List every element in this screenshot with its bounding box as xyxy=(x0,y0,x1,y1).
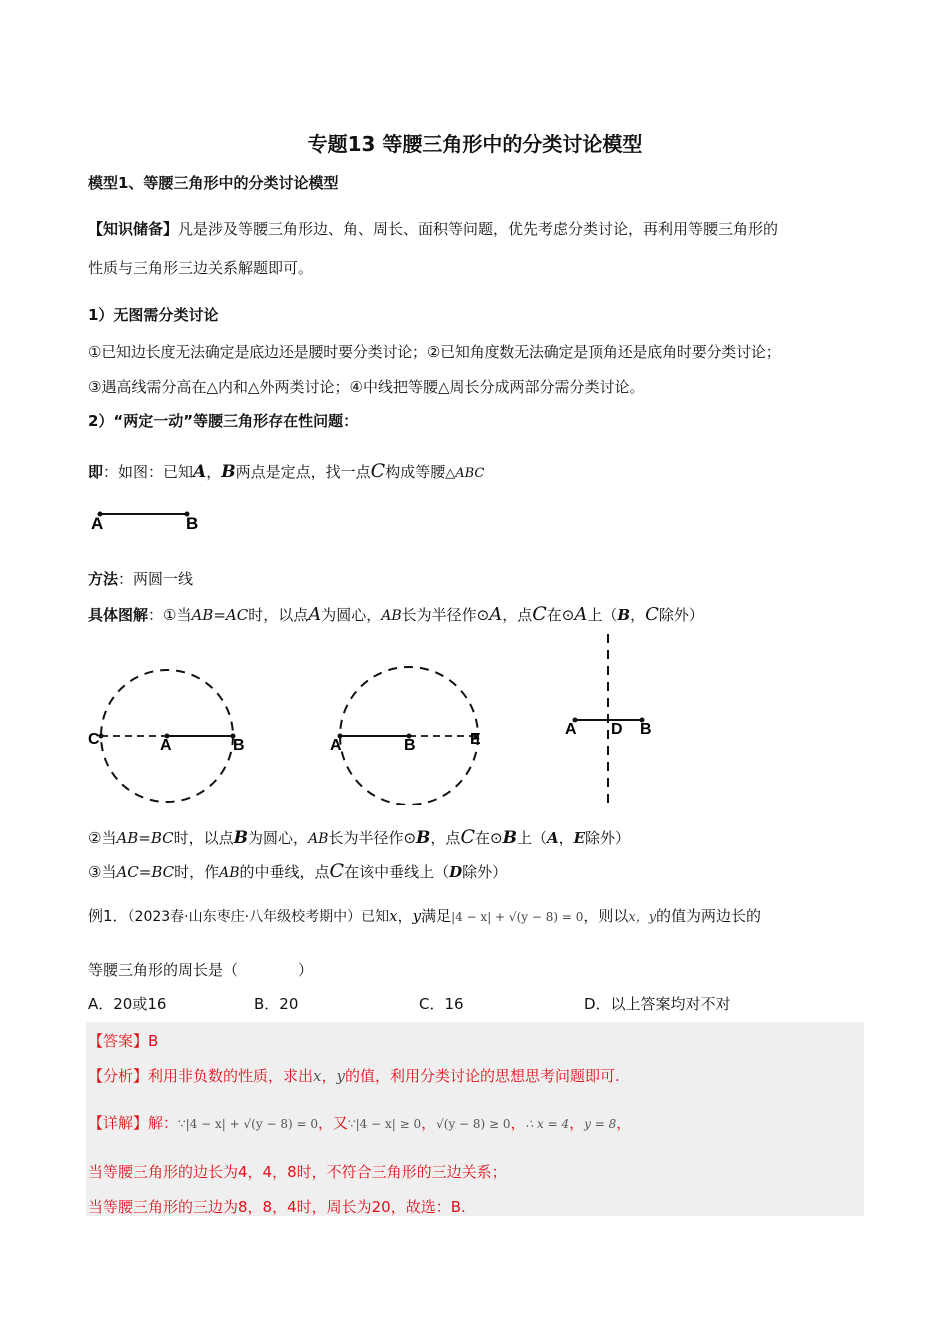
intro-sep: ， xyxy=(206,463,222,481)
detail-solution-c: ， xyxy=(421,1114,437,1132)
fig3-label-b: B xyxy=(640,721,652,738)
d2-text-h: ， xyxy=(558,829,574,847)
method-text: ：两圆一线 xyxy=(118,570,194,588)
d1-text-b: 时，以点 xyxy=(248,606,309,624)
segment-label-a: A xyxy=(91,514,104,533)
d1-text-g: 上（ xyxy=(587,606,618,624)
detail-solution-f: ， xyxy=(616,1114,632,1132)
d2-text-i: 除外） xyxy=(585,829,631,847)
d2-text-e: ，点 xyxy=(430,829,461,847)
d1-text-f: 在⊙ xyxy=(546,606,575,624)
detail-eq-5: y = 8 xyxy=(584,1117,617,1131)
analysis-var-y: y xyxy=(336,1067,345,1085)
answer-label: 【答案】 xyxy=(88,1032,149,1050)
d1-text-d: 长为半径作⊙ xyxy=(401,606,490,624)
d3-text-b: 时，作 xyxy=(174,863,220,881)
d1-condition: AB=AC xyxy=(191,606,249,624)
answer-line xyxy=(88,1030,158,1051)
method-line xyxy=(88,568,193,589)
d2-text-c: 为圆心， xyxy=(248,829,309,847)
section2-heading: 2）“两定一动”等腰三角形存在性问题： xyxy=(88,412,359,430)
d2-point-b2: B xyxy=(416,828,431,848)
detail-solution-b: ，又 xyxy=(317,1114,348,1132)
d1-point-c: C xyxy=(532,603,547,625)
detail-solution-label: 【详解】 xyxy=(88,1114,149,1132)
example-then: ，则以 xyxy=(583,907,629,925)
option-b: B．20 xyxy=(254,995,299,1013)
solution-line-1: 当等腰三角形的边长为4，4，8时，不符合三角形的三边关系； xyxy=(88,1163,507,1181)
d3-point-d: D xyxy=(449,863,463,881)
triangle-abc: △ABC xyxy=(445,466,485,481)
detail-line-1 xyxy=(88,603,704,625)
detail-solution-e: ， xyxy=(569,1114,585,1132)
d3-text-c: 的中垂线，点 xyxy=(239,863,330,881)
analysis-line xyxy=(88,1065,620,1086)
analysis-var-x: x xyxy=(313,1067,322,1085)
intro-text-a: ：如图：已知 xyxy=(103,463,194,481)
detail-solution-d: ， xyxy=(510,1114,526,1132)
option-d: D．以上答案均对不对 xyxy=(584,995,731,1013)
d1-point-a2: A xyxy=(489,604,503,625)
d2-text-b: 时，以点 xyxy=(173,829,234,847)
example-var-x: x xyxy=(389,907,398,925)
d1-point-a: A xyxy=(308,604,322,625)
segment-label-b: B xyxy=(186,514,199,533)
solution-line-2: 当等腰三角形的三边为8，8，4时，周长为20，故选：B. xyxy=(88,1198,466,1216)
example-equation: |4 − x| + √(y − 8) = 0 xyxy=(451,910,584,924)
model-heading: 模型1、等腰三角形中的分类讨论模型 xyxy=(88,174,339,192)
section1-heading: 1）无图需分类讨论 xyxy=(88,306,219,324)
d3-point-c: C xyxy=(329,860,345,882)
analysis-text-a: 利用非负数的性质，求出 xyxy=(148,1067,314,1085)
example-rest: 的值为两边长的 xyxy=(656,907,762,925)
page-title: 专题13 等腰三角形中的分类讨论模型 xyxy=(307,132,643,156)
detail-solution-a: 解： xyxy=(148,1114,179,1132)
example-satisfy: 满足 xyxy=(421,907,452,925)
d2-point-c: C xyxy=(460,826,475,848)
intro-text-b: 两点是定点，找一点 xyxy=(235,463,371,481)
example-line-1 xyxy=(88,905,761,926)
example-source: （2023春·山东枣庄·八年级校考期中）已知 xyxy=(127,909,390,925)
d2-text-g: 上（ xyxy=(516,829,547,847)
figure-circle-a xyxy=(86,660,256,805)
d1-text-a: ：①当 xyxy=(148,606,192,624)
fig3-label-a: A xyxy=(565,721,577,738)
d1-text-c: 为圆心， xyxy=(321,606,382,624)
d2-point-e: E xyxy=(573,829,586,847)
d2-point-a: A xyxy=(546,829,559,847)
detail-label: 具体图解 xyxy=(88,606,149,624)
detail-eq-2: ∵|4 − x| ≥ 0 xyxy=(347,1117,422,1131)
figure-perpendicular-bisector xyxy=(560,632,660,807)
detail-line-3 xyxy=(88,860,507,882)
d1-segment-ab: AB xyxy=(381,608,402,624)
d2-text-a: ②当 xyxy=(88,829,117,847)
fig3-label-d: D xyxy=(611,721,623,738)
d3-text-a: ③当 xyxy=(88,863,117,881)
example-xy: x，y xyxy=(628,910,657,925)
fig1-label-c: C xyxy=(88,731,100,748)
analysis-text-b: 的值，利用分类讨论的思想思考问题即可. xyxy=(345,1067,620,1085)
detail-eq-3: √(y − 8) ≥ 0 xyxy=(436,1117,511,1131)
option-c: C．16 xyxy=(419,995,464,1013)
d1-text-e: ，点 xyxy=(502,606,533,624)
answer-value: B xyxy=(148,1032,159,1050)
d3-condition: AC=BC xyxy=(116,863,175,881)
knowledge-text-1: 凡是涉及等腰三角形边、角、周长、面积等问题，优先考虑分类讨论，再利用等腰三角形的 xyxy=(178,220,779,238)
option-a: A．20或16 xyxy=(88,995,167,1013)
segment-ab-figure xyxy=(86,505,216,535)
d2-point-b: B xyxy=(233,828,249,848)
d2-text-d: 长为半径作⊙ xyxy=(328,829,417,847)
analysis-sep: ， xyxy=(321,1067,337,1085)
detail-solution-line xyxy=(88,1112,631,1133)
d2-condition: AB=BC xyxy=(116,829,174,847)
d1-point-c2: C xyxy=(645,604,659,625)
d2-text-f: 在⊙ xyxy=(474,829,503,847)
point-c: C xyxy=(370,460,386,482)
detail-eq-4: ∴ x = 4 xyxy=(525,1117,570,1131)
d1-point-a3: A xyxy=(574,604,588,625)
analysis-label: 【分析】 xyxy=(88,1067,149,1085)
point-a: A xyxy=(193,462,207,482)
section2-intro xyxy=(88,460,484,482)
d2-segment-ab: AB xyxy=(308,831,329,847)
detail-line-2 xyxy=(88,826,630,848)
fig2-label-b: B xyxy=(404,737,416,754)
d3-segment-ab: AB xyxy=(219,865,240,881)
intro-text-c: 构成等腰 xyxy=(385,463,446,481)
knowledge-line-1 xyxy=(88,218,778,239)
fig2-label-a: A xyxy=(330,737,342,754)
section1-line-2: ③遇高线需分高在△内和△外两类讨论；④中线把等腰△周长分成两部分需分类讨论。 xyxy=(88,378,645,396)
method-label: 方法 xyxy=(88,570,119,588)
section1-line-1: ①已知边长度无法确定是底边还是腰时要分类讨论；②已知角度数无法确定是顶角还是底角时要分类讨论； xyxy=(88,343,781,361)
point-b: B xyxy=(221,462,236,482)
example-number: 例1． xyxy=(88,907,128,925)
intro-label: 即 xyxy=(88,463,104,481)
figure-circle-b xyxy=(325,660,500,805)
example-line-2: 等腰三角形的周长是（ ） xyxy=(88,961,314,979)
fig2-label-e: E xyxy=(470,731,481,748)
fig1-label-a: A xyxy=(160,737,172,754)
d1-text-h: ， xyxy=(630,606,646,624)
knowledge-label: 【知识储备】 xyxy=(88,220,179,238)
knowledge-line-2: 性质与三角形三边关系解题即可。 xyxy=(88,259,314,277)
detail-eq-1: ∵|4 − x| + √(y − 8) = 0 xyxy=(178,1117,318,1131)
example-var-y: y xyxy=(412,907,422,925)
d3-text-d: 在该中垂线上（ xyxy=(344,863,450,881)
d1-point-b: B xyxy=(617,606,631,624)
d2-point-b3: B xyxy=(502,828,517,848)
d3-text-e: 除外） xyxy=(462,863,508,881)
d1-text-i: 除外） xyxy=(658,606,704,624)
example-comma: ， xyxy=(397,907,413,925)
fig1-label-b: B xyxy=(233,737,245,754)
